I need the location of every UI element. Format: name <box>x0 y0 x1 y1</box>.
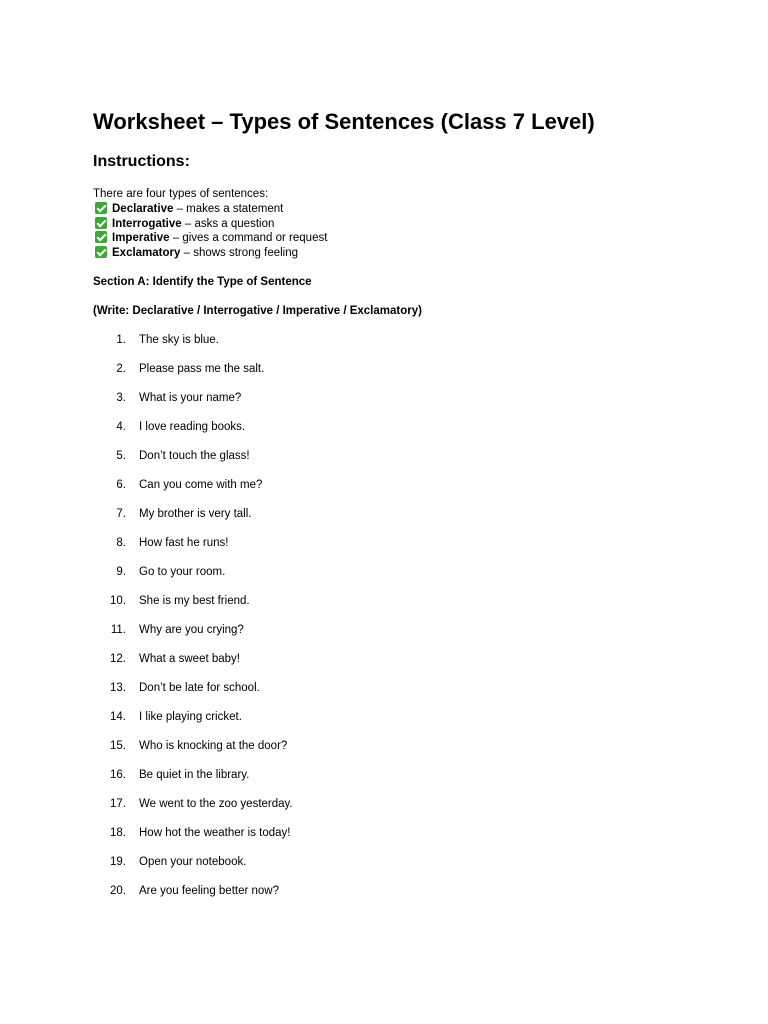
type-item-interrogative <box>95 217 327 232</box>
question-number: 12. <box>110 653 126 665</box>
question-text: Can you come with me? <box>139 479 263 491</box>
intro-text: There are four types of sentences: <box>93 188 269 200</box>
question-number: 8. <box>116 537 126 549</box>
question-text: I love reading books. <box>139 421 246 433</box>
type-name: Exclamatory <box>112 246 181 259</box>
check-mark-icon <box>95 202 107 214</box>
question-number: 9. <box>116 566 126 578</box>
check-mark-icon <box>95 231 107 243</box>
question-text: What a sweet baby! <box>139 653 240 665</box>
question-text: Are you feeling better now? <box>139 885 280 897</box>
type-desc: – shows strong feeling <box>180 246 299 259</box>
section-a-heading: Section A: Identify the Type of Sentence <box>93 276 312 288</box>
question-number: 16. <box>110 769 126 781</box>
question-text: How fast he runs! <box>139 537 229 549</box>
question-number: 11. <box>110 624 126 636</box>
question-text: She is my best friend. <box>139 595 250 607</box>
question-number: 4. <box>116 421 126 433</box>
question-text: Who is knocking at the door? <box>139 740 288 752</box>
question-number: 20. <box>110 885 126 897</box>
question-text: How hot the weather is today! <box>139 827 291 839</box>
question-text: Why are you crying? <box>139 624 244 636</box>
question-number: 2. <box>116 363 126 375</box>
type-item-imperative <box>95 231 327 246</box>
instructions-heading: Instructions: <box>93 153 190 170</box>
question-number: 7. <box>116 508 126 520</box>
question-text: Open your notebook. <box>139 856 247 868</box>
type-name: Declarative <box>112 203 174 215</box>
check-mark-icon <box>95 246 107 258</box>
question-text: I like playing cricket. <box>139 711 242 723</box>
question-number: 15. <box>110 740 126 752</box>
question-number: 14. <box>110 711 126 723</box>
question-number: 19. <box>110 856 126 868</box>
question-text: What is your name? <box>139 392 242 404</box>
question-number: 6. <box>116 479 126 491</box>
type-item-exclamatory <box>95 246 327 261</box>
question-text: Be quiet in the library. <box>139 769 250 781</box>
question-text: Don’t be late for school. <box>139 682 260 694</box>
type-name: Imperative <box>112 232 170 244</box>
question-text: We went to the zoo yesterday. <box>139 798 293 810</box>
question-text: The sky is blue. <box>139 334 219 346</box>
question-text: Don’t touch the glass! <box>139 450 250 462</box>
type-desc: – gives a command or request <box>169 232 328 244</box>
type-item-declarative <box>95 202 327 217</box>
type-desc: – asks a question <box>181 217 275 230</box>
question-text: Go to your room. <box>139 566 226 578</box>
type-name: Interrogative <box>112 217 182 230</box>
question-number: 5. <box>116 450 126 462</box>
question-number: 3. <box>116 392 126 404</box>
section-a-hint: (Write: Declarative / Interrogative / Imperative / Exclamatory) <box>93 305 422 317</box>
question-number: 1. <box>116 334 126 346</box>
question-text: Please pass me the salt. <box>139 363 265 375</box>
question-number: 17. <box>110 798 126 810</box>
sentence-types-list <box>95 202 327 260</box>
question-number: 10. <box>110 595 126 607</box>
page-title: Worksheet – Types of Sentences (Class 7 Level) <box>93 109 595 134</box>
question-number: 18. <box>110 827 126 839</box>
question-number: 13. <box>110 682 126 694</box>
question-text: My brother is very tall. <box>139 508 252 520</box>
type-desc: – makes a statement <box>173 203 284 215</box>
check-mark-icon <box>95 217 107 229</box>
